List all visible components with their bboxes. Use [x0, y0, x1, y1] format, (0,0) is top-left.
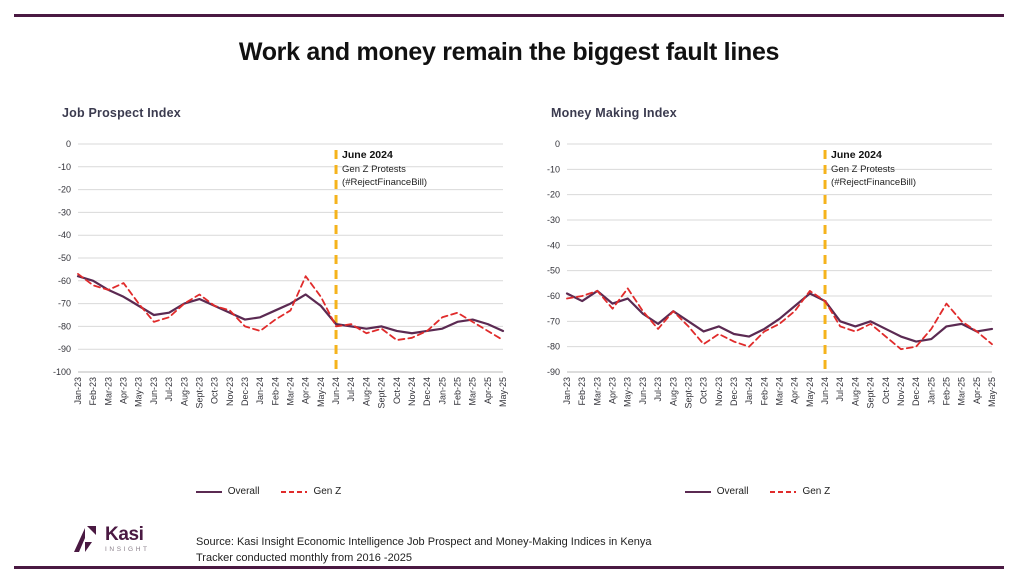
svg-text:Jun-24: Jun-24	[820, 377, 831, 405]
logo-wordmark	[105, 525, 150, 554]
svg-text:Dec-24: Dec-24	[911, 377, 922, 407]
svg-text:Oct-24: Oct-24	[880, 377, 891, 405]
legend-left	[26, 486, 511, 497]
svg-text:-100: -100	[52, 367, 71, 377]
svg-text:Dec-24: Dec-24	[422, 377, 433, 407]
chart-title-right: Money Making Index	[551, 106, 677, 120]
svg-text:Apr-24: Apr-24	[789, 377, 800, 405]
source-line-2: Tracker conducted monthly from 2016 -2025	[196, 551, 413, 564]
svg-text:(#RejectFinanceBill): (#RejectFinanceBill)	[831, 177, 917, 188]
svg-text:Jul-23: Jul-23	[164, 377, 175, 402]
svg-text:-60: -60	[546, 291, 560, 301]
svg-text:Nov-24: Nov-24	[406, 377, 417, 407]
svg-text:Mar-24: Mar-24	[285, 377, 296, 406]
legend-swatch-overall	[196, 487, 222, 497]
svg-text:Nov-23: Nov-23	[224, 377, 235, 407]
svg-text:Apr-23: Apr-23	[118, 377, 129, 405]
svg-text:Gen Z Protests: Gen Z Protests	[342, 164, 406, 175]
svg-text:Mar-24: Mar-24	[774, 377, 785, 406]
svg-text:Sept-23: Sept-23	[683, 377, 694, 409]
legend-item-overall	[685, 486, 749, 497]
svg-text:Aug-23: Aug-23	[668, 377, 679, 407]
source-note	[196, 535, 652, 567]
brand-logo	[72, 524, 150, 554]
svg-text:Jun-24: Jun-24	[331, 377, 342, 405]
svg-text:Mar-25: Mar-25	[467, 377, 478, 406]
svg-text:Jan-24: Jan-24	[255, 377, 266, 405]
legend-label-genz: Gen Z	[313, 486, 342, 497]
svg-text:-80: -80	[57, 321, 71, 332]
svg-text:Nov-23: Nov-23	[713, 377, 724, 407]
svg-text:-20: -20	[546, 189, 560, 200]
svg-text:Aug-24: Aug-24	[361, 377, 372, 407]
top-divider	[14, 14, 1004, 17]
svg-text:0: 0	[65, 139, 71, 149]
svg-text:Feb-24: Feb-24	[270, 377, 281, 406]
svg-text:Feb-25: Feb-25	[452, 377, 463, 406]
svg-text:-80: -80	[546, 341, 560, 352]
svg-text:May-23: May-23	[133, 377, 144, 408]
svg-text:Apr-23: Apr-23	[607, 377, 618, 405]
svg-text:-20: -20	[57, 184, 71, 195]
svg-text:Jun-23: Jun-23	[637, 377, 648, 405]
svg-text:Sept-23: Sept-23	[194, 377, 205, 409]
svg-text:Sept-24: Sept-24	[376, 377, 387, 409]
svg-text:-10: -10	[57, 161, 71, 172]
svg-text:Oct-24: Oct-24	[391, 377, 402, 405]
svg-text:Apr-25: Apr-25	[482, 377, 493, 405]
logo-subtitle: INSIGHT	[105, 545, 150, 553]
legend-item-overall	[196, 486, 260, 497]
svg-text:-70: -70	[546, 316, 560, 327]
chart-panel-job-prospect	[26, 100, 511, 500]
legend-item-genz	[770, 486, 830, 497]
legend-swatch-genz	[281, 487, 307, 497]
svg-text:-30: -30	[546, 215, 560, 225]
svg-text:Jul-24: Jul-24	[346, 377, 357, 402]
svg-text:Jan-25: Jan-25	[437, 377, 448, 405]
svg-text:Oct-23: Oct-23	[698, 377, 709, 405]
legend-label-overall: Overall	[227, 486, 260, 497]
svg-text:Mar-23: Mar-23	[103, 377, 114, 406]
line-chart-left	[26, 134, 511, 444]
svg-text:Jan-23: Jan-23	[562, 377, 572, 405]
svg-text:Aug-23: Aug-23	[179, 377, 190, 407]
svg-text:-30: -30	[57, 207, 71, 218]
svg-text:-50: -50	[57, 253, 71, 263]
kasi-arrow-icon	[72, 524, 98, 554]
legend-item-genz	[281, 486, 341, 497]
plot-area-left	[26, 134, 511, 444]
svg-text:Apr-25: Apr-25	[971, 377, 982, 405]
legend-swatch-genz	[770, 487, 796, 497]
svg-text:-40: -40	[546, 240, 560, 251]
svg-text:Mar-25: Mar-25	[956, 377, 967, 406]
svg-text:Feb-23: Feb-23	[88, 377, 99, 406]
svg-text:Mar-23: Mar-23	[592, 377, 603, 406]
svg-text:-70: -70	[57, 298, 71, 309]
svg-text:-90: -90	[546, 367, 560, 377]
legend-label-overall: Overall	[716, 486, 749, 497]
svg-text:Gen Z Protests: Gen Z Protests	[831, 164, 895, 175]
svg-text:Jan-23: Jan-23	[73, 377, 83, 405]
svg-text:Jan-25: Jan-25	[926, 377, 937, 405]
svg-text:-90: -90	[57, 344, 71, 355]
svg-text:-40: -40	[57, 230, 71, 241]
svg-text:Jul-23: Jul-23	[653, 377, 664, 402]
svg-text:June 2024: June 2024	[342, 149, 393, 161]
svg-text:Feb-25: Feb-25	[941, 377, 952, 406]
svg-text:Aug-24: Aug-24	[850, 377, 861, 407]
svg-text:Feb-24: Feb-24	[759, 377, 770, 406]
svg-text:Sept-24: Sept-24	[865, 377, 876, 409]
svg-text:Oct-23: Oct-23	[209, 377, 220, 405]
svg-text:(#RejectFinanceBill): (#RejectFinanceBill)	[342, 177, 428, 188]
svg-text:May-23: May-23	[622, 377, 633, 408]
bottom-divider	[14, 566, 1004, 569]
svg-text:Dec-23: Dec-23	[239, 377, 250, 407]
chart-title-left: Job Prospect Index	[62, 106, 181, 120]
chart-panel-money-making	[515, 100, 1000, 500]
svg-text:-50: -50	[546, 265, 560, 276]
plot-area-right	[515, 134, 1000, 444]
svg-text:May-24: May-24	[804, 377, 815, 408]
source-line-1: Source: Kasi Insight Economic Intelligence Job Prospect and Money-Making Indices in Kenya	[196, 536, 652, 548]
svg-text:Nov-24: Nov-24	[895, 377, 906, 407]
svg-text:June 2024: June 2024	[831, 149, 882, 161]
svg-text:May-25: May-25	[987, 377, 997, 408]
legend-label-genz: Gen Z	[802, 486, 831, 497]
svg-text:Jul-24: Jul-24	[835, 377, 846, 402]
legend-right	[515, 486, 1000, 497]
svg-text:Apr-24: Apr-24	[300, 377, 311, 405]
line-chart-right	[515, 134, 1000, 444]
svg-text:Feb-23: Feb-23	[577, 377, 588, 406]
svg-text:Jun-23: Jun-23	[148, 377, 159, 405]
logo-name: Kasi	[105, 523, 144, 545]
svg-text:-10: -10	[546, 164, 560, 175]
svg-text:Jan-24: Jan-24	[744, 377, 755, 405]
legend-swatch-overall	[685, 487, 711, 497]
page-title: Work and money remain the biggest fault lines	[238, 38, 780, 66]
svg-text:0: 0	[554, 139, 560, 149]
svg-text:-60: -60	[57, 275, 71, 286]
svg-text:Dec-23: Dec-23	[728, 377, 739, 407]
svg-text:May-24: May-24	[315, 377, 326, 408]
svg-text:May-25: May-25	[498, 377, 508, 408]
